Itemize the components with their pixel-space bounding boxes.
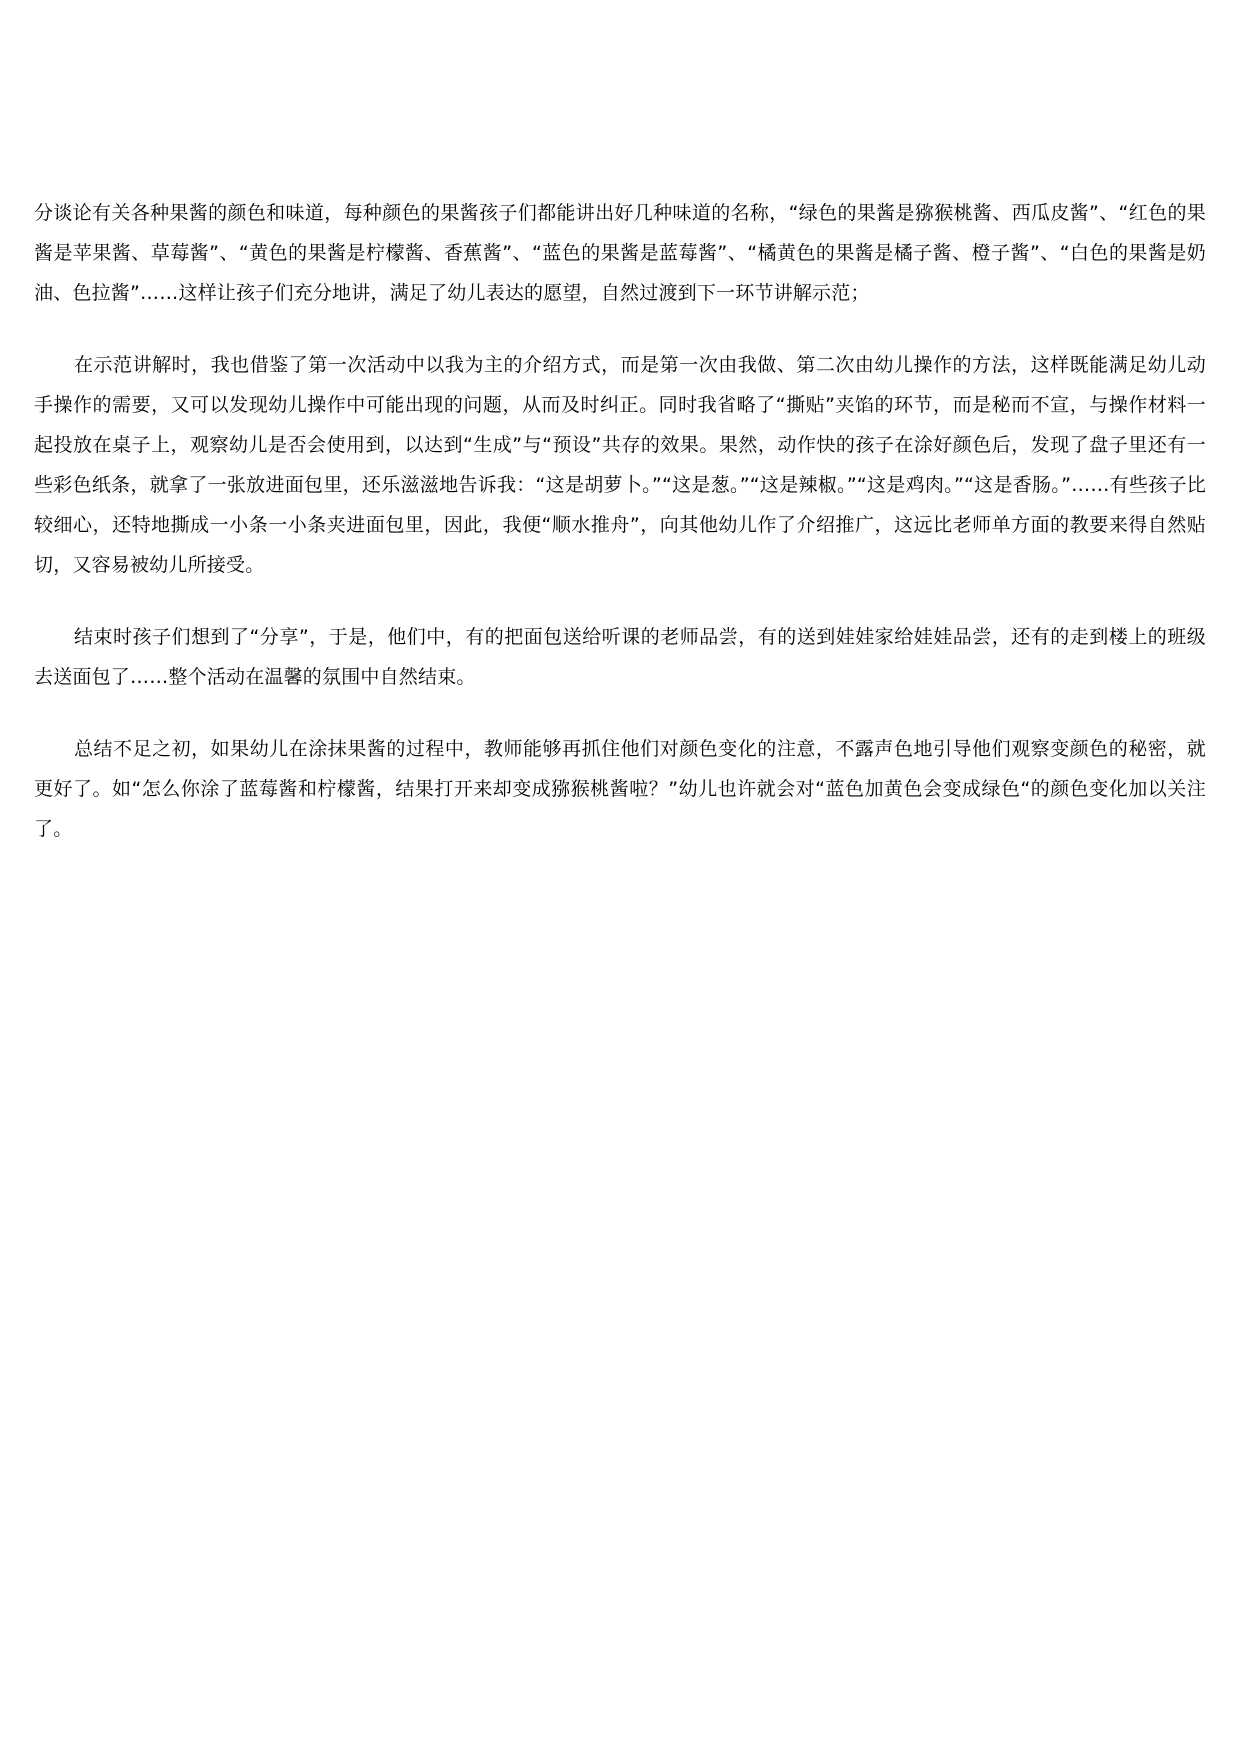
paragraph-sharing: 结束时孩子们想到了“分享”，于是，他们中，有的把面包送给听课的老师品尝，有的送到娃娃家给娃娃品尝，还有的走到楼上的班级去送面包了……整个活动在温馨的氛围中自然结束。: [34, 626, 1206, 688]
paragraph-demonstration: 在示范讲解时，我也借鉴了第一次活动中以我为主的介绍方式，而是第一次由我做、第二次由幼儿操作的方法，这样既能满足幼儿动手操作的需要，又可以发现幼儿操作中可能出现的问题，从而及时纠正。同时我省略了“撕贴”夹馅的环节，而是秘而不宣，与操作材料一起投放在桌子上，观察幼儿是否会使用到，以达到“生成”与“预设”共存的效果。果然，动作快的孩子在涂好颜色后，发现了盘子里还有一些彩色纸条，就拿了一张放进面包里，还乐滋滋地告诉我：“这是胡萝卜。”“这是葱。”“这是辣椒。”“这是鸡肉。”“这是香肠。”……有些孩子比较细心，还特地撕成一小条一小条夹进面包里，因此，我便“顺水推舟”，向其他幼儿作了介绍推广，这远比老师单方面的教要来得自然贴切，又容易被幼儿所接受。: [34, 354, 1206, 576]
document-page: [34, 193, 1206, 849]
paragraph-reflection: 总结不足之初，如果幼儿在涂抹果酱的过程中，教师能够再抓住他们对颜色变化的注意，不露声色地引导他们观察变颜色的秘密，就更好了。如“怎么你涂了蓝莓酱和柠檬酱，结果打开来却变成猕猴桃酱啦？”幼儿也许就会对“蓝色加黄色会变成绿色“的颜色变化加以关注了。: [34, 738, 1206, 840]
paragraph-jam-colors: 分谈论有关各种果酱的颜色和味道，每种颜色的果酱孩子们都能讲出好几种味道的名称，“绿色的果酱是猕猴桃酱、西瓜皮酱”、“红色的果酱是苹果酱、草莓酱”、“黄色的果酱是柠檬酱、香蕉酱”、“蓝色的果酱是蓝莓酱”、“橘黄色的果酱是橘子酱、橙子酱”、“白色的果酱是奶油、色拉酱”……这样让孩子们充分地讲，满足了幼儿表达的愿望，自然过渡到下一环节讲解示范；: [34, 202, 1206, 304]
